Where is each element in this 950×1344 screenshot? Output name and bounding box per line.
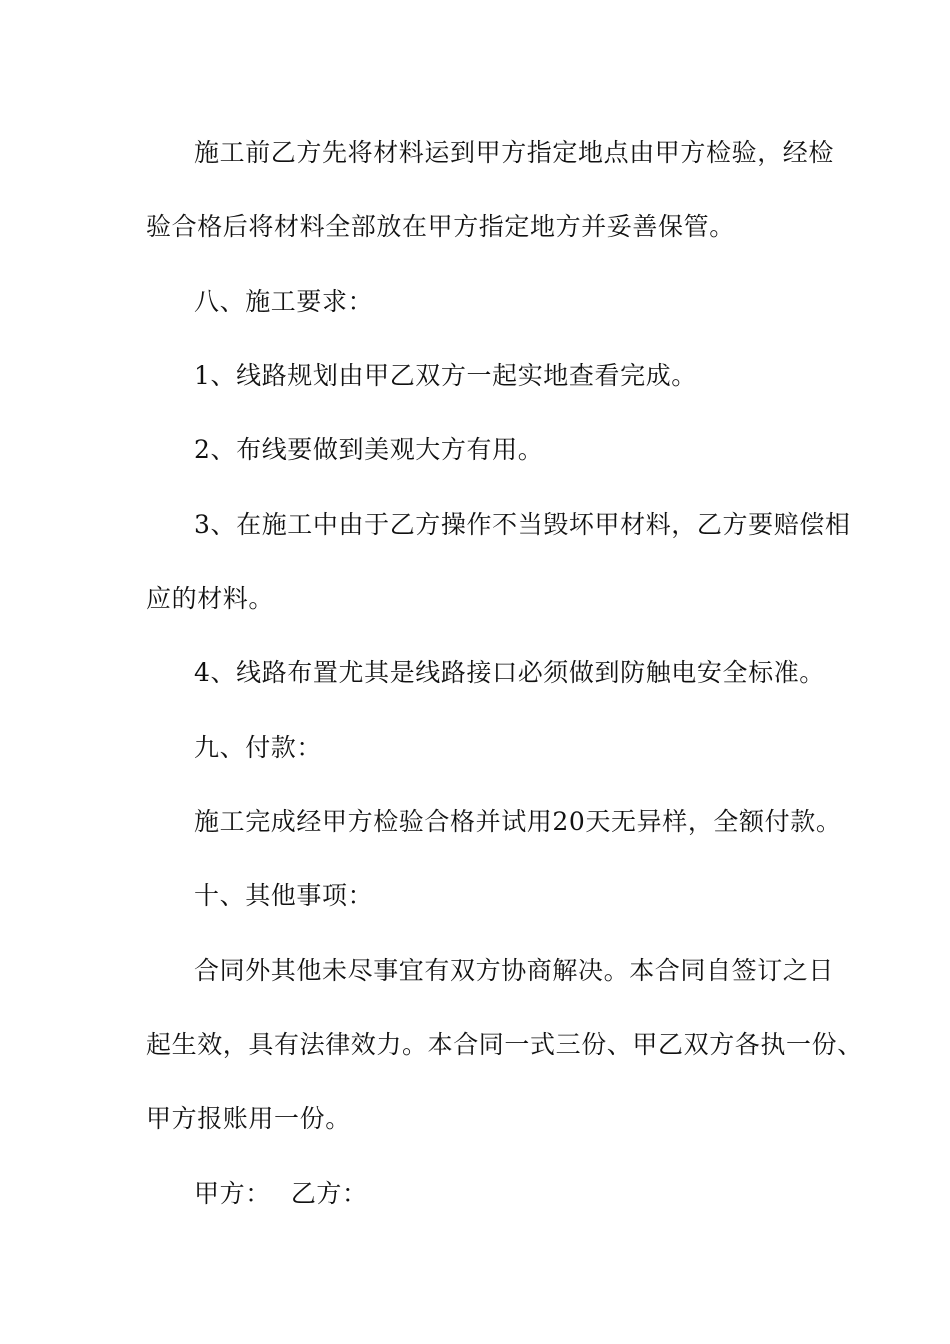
section-heading: 九、付款： (194, 733, 323, 762)
paragraph-line: 应的材料。 (146, 584, 275, 613)
paragraph-line: 施工前乙方先将材料运到甲方指定地点由甲方检验，经检 (194, 138, 835, 167)
section-heading: 八、施工要求： (194, 287, 374, 316)
signature-line (194, 1179, 368, 1209)
party-a-label: 甲方： (194, 1179, 271, 1208)
paragraph-line: 合同外其他未尽事宜有双方协商解决。本合同自签订之日 (194, 956, 835, 985)
paragraph-line: 起生效，具有法律效力。本合同一式三份、甲乙双方各执一份、 (146, 1030, 863, 1059)
paragraph-line: 甲方报账用一份。 (146, 1104, 351, 1133)
party-b-label: 乙方： (290, 1179, 368, 1208)
section-heading: 十、其他事项： (194, 881, 374, 910)
paragraph-line: 施工完成经甲方检验合格并试用20天无异样，全额付款。 (194, 807, 842, 836)
paragraph-line: 2、布线要做到美观大方有用。 (194, 435, 544, 464)
paragraph-line: 1、线路规划由甲乙双方一起实地查看完成。 (194, 361, 697, 390)
paragraph-line: 验合格后将材料全部放在甲方指定地方并妥善保管。 (146, 212, 735, 241)
paragraph-line: 3、在施工中由于乙方操作不当毁坏甲材料，乙方要赔偿相 (194, 510, 851, 539)
paragraph-line: 4、线路布置尤其是线路接口必须做到防触电安全标准。 (194, 658, 825, 687)
